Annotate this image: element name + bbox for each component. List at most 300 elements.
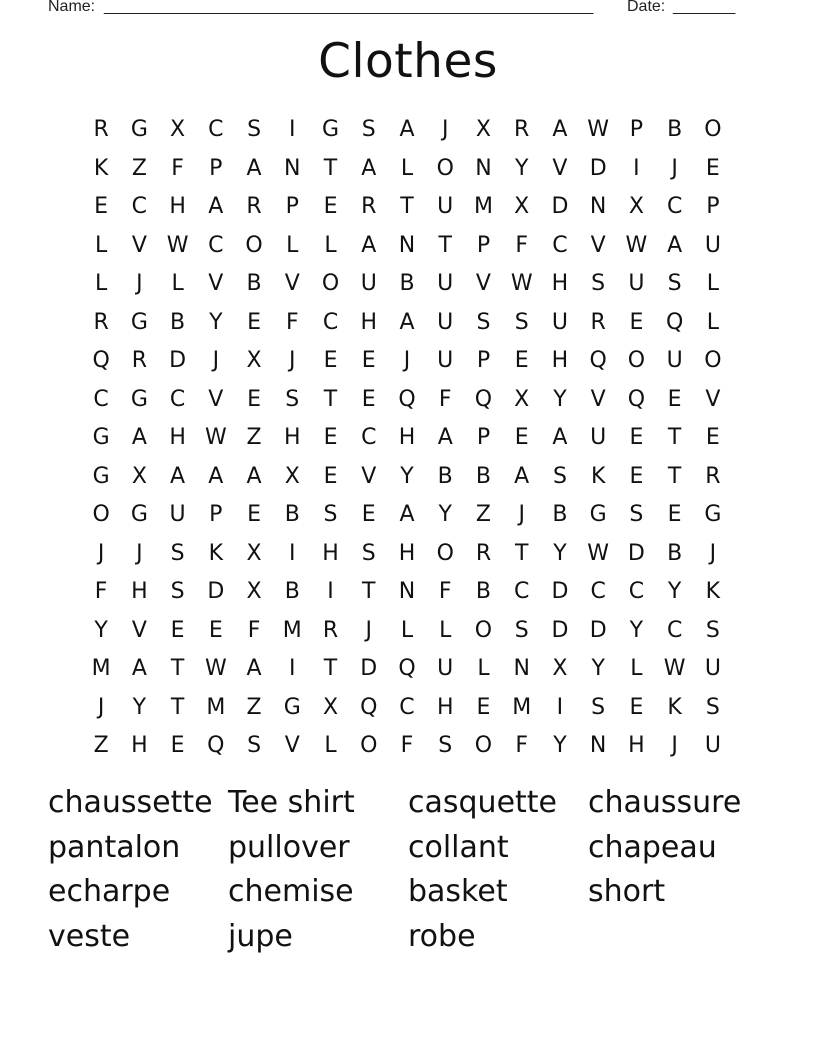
grid-letter: S — [285, 386, 300, 412]
grid-letter: C — [169, 386, 186, 412]
grid-letter: X — [628, 194, 644, 219]
grid-letter: U — [437, 309, 454, 335]
grid-letter: A — [131, 425, 147, 450]
grid-row — [82, 535, 732, 574]
grid-letter: I — [633, 155, 640, 181]
grid-letter: V — [552, 155, 568, 181]
grid-letter: O — [321, 271, 340, 296]
grid-letter: N — [589, 733, 607, 758]
grid-letter: E — [705, 425, 720, 450]
grid-letter: D — [360, 656, 378, 681]
grid-row — [82, 342, 732, 381]
grid-letter: F — [171, 155, 184, 181]
grid-letter: Q — [207, 733, 225, 758]
grid-letter: G — [92, 425, 110, 450]
grid-row — [82, 650, 732, 689]
grid-letter: B — [437, 463, 453, 489]
grid-letter: A — [437, 425, 453, 450]
grid-letter: G — [92, 463, 110, 489]
grid-letter: O — [474, 733, 493, 758]
grid-letter: O — [92, 502, 110, 527]
grid-letter: E — [323, 348, 338, 373]
grid-letter: H — [551, 271, 569, 296]
grid-letter: E — [705, 155, 720, 181]
grid-letter: R — [514, 117, 530, 142]
grid-letter: D — [627, 540, 645, 566]
grid-letter: A — [552, 425, 568, 450]
grid-letter: T — [438, 232, 452, 258]
grid-letter: R — [590, 309, 606, 335]
grid-letter: B — [399, 271, 415, 296]
grid-row — [82, 689, 732, 728]
grid-letter: V — [208, 386, 224, 412]
date-blank-line: _______ — [673, 0, 736, 15]
grid-letter: O — [704, 348, 722, 373]
grid-row — [82, 727, 732, 766]
grid-letter: Y — [209, 309, 223, 335]
grid-letter: V — [284, 733, 300, 758]
grid-letter: J — [709, 540, 717, 566]
grid-letter: H — [628, 733, 645, 758]
grid-row — [82, 227, 732, 266]
grid-letter: S — [514, 617, 529, 643]
date-label: Date: — [627, 0, 666, 15]
grid-letter: G — [130, 309, 148, 335]
grid-letter: L — [706, 309, 719, 335]
grid-letter: X — [514, 194, 530, 219]
grid-letter: L — [477, 656, 490, 681]
grid-letter: G — [283, 694, 301, 720]
grid-letter: F — [438, 386, 452, 412]
grid-letter: E — [667, 502, 682, 527]
grid-letter: C — [131, 194, 148, 219]
grid-letter: S — [629, 502, 644, 527]
grid-letter: T — [170, 694, 185, 720]
grid-letter: T — [400, 194, 414, 219]
grid-letter: C — [208, 117, 224, 142]
grid-letter: Q — [398, 386, 416, 412]
grid-letter: U — [628, 271, 645, 296]
grid-letter: U — [704, 656, 721, 681]
grid-letter: L — [400, 155, 414, 181]
grid-letter: S — [705, 694, 720, 720]
grid-letter: V — [590, 386, 606, 412]
grid-letter: W — [625, 232, 648, 258]
grid-row — [82, 419, 732, 458]
grid-letter: X — [552, 656, 568, 681]
word-bank-item: casquette — [408, 785, 558, 820]
grid-letter: Y — [514, 155, 529, 181]
name-blank-line: _______________________________________________________ — [104, 0, 594, 15]
name-label: Name: — [48, 0, 96, 15]
grid-letter: S — [247, 117, 262, 142]
word-bank-item: chaussure — [588, 785, 742, 820]
grid-letter: X — [246, 540, 262, 566]
grid-row — [82, 496, 732, 535]
grid-letter: P — [476, 232, 491, 258]
grid-letter: H — [436, 694, 454, 720]
grid-letter: J — [97, 694, 105, 720]
grid-letter: B — [284, 579, 300, 604]
grid-letter: F — [438, 579, 452, 604]
grid-letter: S — [361, 540, 376, 566]
grid-letter: S — [705, 617, 720, 643]
grid-letter: S — [170, 579, 185, 604]
grid-letter: E — [323, 463, 338, 489]
grid-letter: E — [361, 348, 376, 373]
grid-letter: E — [629, 694, 644, 720]
grid-letter: L — [706, 271, 719, 296]
grid-letter: A — [399, 117, 415, 142]
grid-letter: Z — [131, 155, 147, 181]
grid-letter: Y — [553, 386, 567, 412]
grid-letter: U — [590, 425, 607, 450]
grid-letter: N — [398, 579, 416, 604]
grid-letter: Y — [553, 540, 567, 566]
grid-letter: X — [514, 386, 530, 412]
grid-letter: H — [398, 540, 416, 566]
grid-letter: W — [166, 232, 189, 258]
grid-letter: Y — [591, 656, 605, 681]
grid-letter: A — [208, 463, 224, 489]
grid-letter: G — [589, 502, 607, 527]
grid-letter: A — [552, 117, 568, 142]
grid-letter: V — [475, 271, 491, 296]
grid-letter: C — [514, 579, 530, 604]
grid-letter: H — [551, 348, 569, 373]
grid-letter: T — [323, 656, 338, 681]
grid-row — [82, 188, 732, 227]
grid-letter: S — [323, 502, 338, 527]
grid-letter: J — [518, 502, 525, 527]
grid-letter: G — [130, 117, 148, 142]
grid-letter: D — [551, 617, 569, 643]
grid-row — [82, 381, 732, 420]
grid-letter: X — [284, 463, 300, 489]
grid-letter: X — [475, 117, 491, 142]
grid-letter: J — [365, 617, 372, 643]
grid-letter: E — [361, 502, 376, 527]
grid-letter: K — [93, 155, 109, 181]
grid-row — [82, 573, 732, 612]
grid-letter: F — [515, 232, 529, 258]
grid-letter: V — [590, 232, 606, 258]
grid-letter: O — [436, 540, 454, 566]
grid-letter: E — [323, 425, 338, 450]
grid-letter: D — [169, 348, 187, 373]
grid-letter: R — [246, 194, 262, 219]
grid-letter: F — [515, 733, 529, 758]
grid-letter: L — [324, 733, 337, 758]
grid-row — [82, 111, 732, 150]
grid-letter: M — [473, 194, 493, 219]
grid-letter: S — [667, 271, 682, 296]
grid-letter: H — [284, 425, 301, 450]
grid-letter: B — [667, 117, 683, 142]
grid-letter: A — [246, 656, 262, 681]
grid-letter: Y — [94, 617, 108, 643]
grid-letter: E — [94, 194, 109, 219]
grid-letter: D — [589, 155, 607, 181]
grid-letter: M — [91, 656, 111, 681]
grid-letter: J — [671, 155, 678, 181]
grid-letter: S — [476, 309, 491, 335]
grid-letter: L — [400, 617, 414, 643]
grid-letter: E — [361, 386, 376, 412]
grid-letter: C — [322, 309, 339, 335]
grid-letter: T — [667, 463, 682, 489]
word-bank-item: basket — [408, 874, 508, 910]
grid-letter: U — [704, 232, 721, 258]
grid-letter: G — [130, 386, 148, 412]
grid-letter: A — [131, 656, 147, 681]
grid-letter: P — [209, 155, 223, 181]
worksheet-header — [48, 0, 768, 20]
grid-letter: M — [282, 617, 302, 643]
grid-letter: C — [208, 232, 224, 258]
grid-letter: K — [590, 463, 606, 489]
grid-letter: B — [246, 271, 262, 296]
grid-letter: O — [704, 117, 722, 142]
word-bank-item: veste — [48, 919, 131, 955]
grid-letter: R — [322, 617, 339, 643]
grid-letter: A — [208, 194, 224, 219]
grid-letter: S — [514, 309, 529, 335]
grid-row — [82, 304, 732, 343]
grid-letter: L — [94, 232, 108, 258]
grid-letter: C — [399, 694, 415, 720]
grid-letter: B — [284, 502, 300, 527]
grid-letter: W — [587, 117, 610, 142]
grid-letter: S — [170, 540, 185, 566]
grid-letter: M — [512, 694, 532, 720]
grid-letter: T — [170, 656, 185, 681]
grid-letter: I — [327, 579, 334, 604]
grid-letter: E — [247, 502, 261, 527]
grid-letter: H — [360, 309, 378, 335]
grid-letter: G — [321, 117, 340, 142]
grid-letter: A — [667, 232, 683, 258]
grid-letter: U — [437, 194, 454, 219]
grid-letter: V — [208, 271, 224, 296]
grid-letter: R — [475, 540, 492, 566]
grid-letter: C — [361, 425, 377, 450]
grid-letter: B — [475, 463, 491, 489]
grid-letter: O — [627, 348, 646, 373]
grid-letter: K — [705, 579, 721, 604]
grid-letter: F — [94, 579, 108, 604]
grid-letter: T — [323, 155, 338, 181]
grid-letter: W — [587, 540, 610, 566]
grid-letter: H — [169, 194, 186, 219]
grid-letter: P — [629, 117, 644, 142]
grid-letter: E — [247, 309, 261, 335]
word-bank-item: short — [588, 874, 666, 910]
grid-letter: E — [667, 386, 682, 412]
grid-letter: U — [437, 656, 454, 681]
grid-letter: R — [131, 348, 147, 373]
grid-letter: M — [206, 694, 226, 720]
word-bank-item: pullover — [228, 829, 350, 865]
grid-letter: C — [666, 617, 683, 643]
grid-letter: Y — [667, 579, 682, 604]
grid-letter: R — [361, 194, 377, 219]
grid-letter: V — [131, 617, 147, 643]
grid-letter: H — [169, 425, 186, 450]
grid-letter: N — [284, 155, 301, 181]
grid-letter: H — [322, 540, 339, 566]
grid-letter: J — [136, 540, 143, 566]
grid-letter: F — [285, 309, 299, 335]
grid-letter: F — [247, 617, 261, 643]
grid-letter: V — [705, 386, 721, 412]
grid-letter: X — [170, 117, 186, 142]
grid-letter: C — [666, 194, 683, 219]
grid-letter: U — [437, 348, 454, 373]
grid-row — [82, 458, 732, 497]
grid-letter: S — [591, 694, 606, 720]
grid-letter: P — [476, 425, 491, 450]
grid-letter: D — [207, 579, 225, 604]
grid-letter: A — [246, 155, 262, 181]
grid-letter: A — [361, 232, 377, 258]
grid-letter: E — [629, 309, 644, 335]
grid-letter: X — [131, 463, 147, 489]
grid-letter: N — [398, 232, 416, 258]
grid-letter: L — [171, 271, 184, 296]
grid-letter: W — [204, 656, 227, 681]
grid-letter: Y — [629, 617, 644, 643]
grid-letter: C — [93, 386, 109, 412]
word-bank-item: Tee shirt — [228, 785, 355, 820]
grid-letter: N — [475, 155, 492, 181]
grid-letter: Z — [246, 694, 262, 720]
grid-letter: X — [322, 694, 339, 720]
grid-letter: I — [289, 656, 296, 681]
word-bank-item: chapeau — [588, 829, 717, 865]
grid-letter: J — [136, 271, 143, 296]
grid-letter: J — [671, 733, 678, 758]
grid-letter: L — [324, 232, 337, 258]
grid-letter: X — [246, 348, 262, 373]
grid-letter: B — [170, 309, 186, 335]
grid-letter: S — [247, 733, 262, 758]
grid-letter: L — [630, 656, 643, 681]
grid-letter: P — [285, 194, 299, 219]
grid-letter: Q — [360, 694, 378, 720]
grid-letter: U — [666, 348, 683, 373]
word-bank-item: pantalon — [48, 829, 181, 865]
grid-letter: B — [667, 540, 683, 566]
grid-letter: K — [667, 694, 682, 720]
grid-letter: C — [590, 579, 606, 604]
grid-letter: O — [245, 232, 263, 258]
grid-letter: X — [246, 579, 262, 604]
grid-letter: B — [475, 579, 491, 604]
word-bank-item: jupe — [228, 919, 293, 955]
grid-letter: Q — [665, 309, 684, 335]
grid-letter: E — [476, 694, 491, 720]
grid-letter: U — [437, 271, 454, 296]
word-bank-item: collant — [408, 829, 509, 865]
grid-letter: E — [170, 733, 185, 758]
grid-letter: W — [510, 271, 533, 296]
grid-letter: E — [323, 194, 338, 219]
word-bank — [48, 781, 788, 960]
grid-letter: D — [551, 194, 569, 219]
grid-letter: A — [246, 463, 262, 489]
grid-letter: A — [399, 502, 415, 527]
grid-letter: Q — [627, 386, 646, 412]
grid-letter: A — [170, 463, 186, 489]
grid-row — [82, 265, 732, 304]
grid-letter: N — [513, 656, 530, 681]
word-search-grid — [82, 111, 732, 766]
word-bank-item: chemise — [228, 874, 354, 910]
grid-letter: I — [289, 117, 296, 142]
grid-letter: H — [398, 425, 416, 450]
grid-letter: Z — [475, 502, 491, 527]
grid-letter: O — [436, 155, 454, 181]
grid-letter: G — [704, 502, 722, 527]
grid-letter: R — [93, 117, 109, 142]
grid-letter: P — [209, 502, 223, 527]
grid-letter: Q — [474, 386, 493, 412]
grid-letter: Q — [589, 348, 607, 373]
word-bank-item: echarpe — [48, 874, 171, 910]
grid-letter: A — [399, 309, 415, 335]
grid-letter: E — [514, 425, 529, 450]
grid-letter: R — [705, 463, 721, 489]
grid-letter: K — [208, 540, 224, 566]
grid-letter: A — [361, 155, 377, 181]
grid-letter: F — [400, 733, 414, 758]
grid-letter: D — [589, 617, 607, 643]
grid-letter: Q — [92, 348, 110, 373]
grid-letter: J — [97, 540, 105, 566]
grid-letter: D — [551, 579, 569, 604]
grid-letter: S — [438, 733, 453, 758]
grid-letter: G — [130, 502, 148, 527]
grid-letter: E — [170, 617, 185, 643]
grid-letter: R — [93, 309, 109, 335]
grid-letter: J — [212, 348, 220, 373]
grid-letter: E — [208, 617, 223, 643]
grid-row — [82, 612, 732, 651]
grid-letter: J — [441, 117, 449, 142]
grid-letter: H — [131, 733, 148, 758]
grid-letter: P — [706, 194, 720, 219]
grid-letter: B — [552, 502, 568, 527]
grid-letter: S — [361, 117, 376, 142]
grid-letter: T — [667, 425, 682, 450]
grid-letter: Z — [93, 733, 109, 758]
grid-letter: N — [589, 194, 607, 219]
grid-letter: V — [284, 271, 300, 296]
grid-letter: A — [514, 463, 530, 489]
grid-letter: T — [323, 386, 338, 412]
grid-letter: J — [403, 348, 411, 373]
grid-letter: H — [131, 579, 148, 604]
grid-letter: C — [552, 232, 568, 258]
grid-letter: Q — [398, 656, 416, 681]
grid-letter: W — [663, 656, 686, 681]
grid-letter: U — [169, 502, 186, 527]
grid-letter: V — [131, 232, 147, 258]
page-title: Clothes — [318, 34, 498, 89]
grid-letter: T — [362, 579, 376, 604]
grid-letter: I — [289, 540, 296, 566]
